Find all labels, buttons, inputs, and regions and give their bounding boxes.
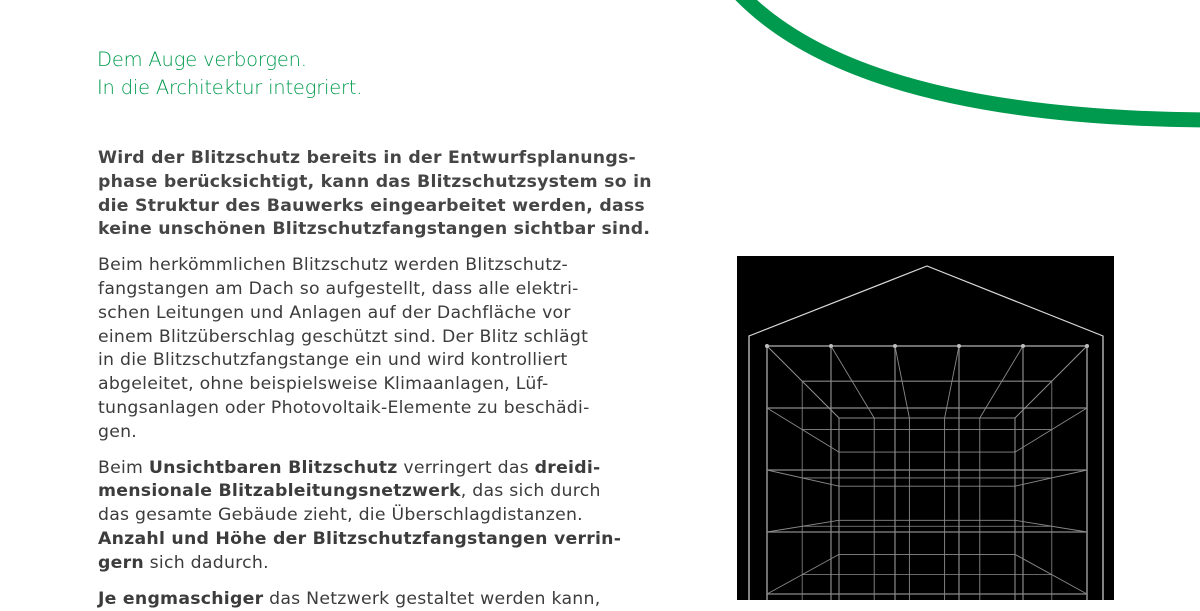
emphasis-line: Anzahl und Höhe der Blitzschutzfangstangen verrin- xyxy=(98,528,622,549)
paragraph-line: einem Blitzüberschlag geschützt sind. Der Blitz schlägt xyxy=(98,326,589,347)
article-body xyxy=(98,147,658,611)
paragraph-line xyxy=(98,588,658,611)
paragraph-line xyxy=(98,480,658,504)
intro-line: Wird der Blitzschutz bereits in der Entwurfsplanungs- xyxy=(98,148,636,168)
paragraph-line xyxy=(98,552,658,576)
paragraph-line: gen. xyxy=(98,421,138,442)
wireframe-line xyxy=(1015,554,1087,594)
paragraph-invisible-protection xyxy=(98,457,658,576)
emphasis: mensionale Blitzableitungsnetzwerk xyxy=(98,481,461,502)
text-run: Beim xyxy=(98,457,149,478)
intro-line: die Struktur des Bauwerks eingearbeitet werden, dass xyxy=(98,195,645,216)
wireframe-line xyxy=(767,408,839,452)
paragraph-line: tungsanlagen oder Photovoltaik-Elemente zu beschädi- xyxy=(98,397,590,418)
paragraph-line: schen Leitungen und Anlagen auf der Dachfläche vor xyxy=(98,302,571,323)
paragraph-line: in die Blitzschutzfangstange ein und wird kontrolliert xyxy=(98,350,568,371)
wireframe-line xyxy=(767,554,839,594)
wireframe-line xyxy=(895,346,909,418)
wireframe-node xyxy=(893,344,897,348)
emphasis: gern xyxy=(98,552,144,573)
paragraph-line: das gesamte Gebäude zieht, die Überschlagdistanzen. xyxy=(98,505,583,526)
building-wireframe-figure xyxy=(737,256,1114,600)
wireframe-node xyxy=(1021,344,1025,348)
paragraph-line: abgeleitet, ohne beispielsweise Klimaanlagen, Lüf- xyxy=(98,374,549,395)
text-run: verringert das xyxy=(397,457,535,478)
wireframe-node xyxy=(765,344,769,348)
intro-paragraph xyxy=(98,147,658,242)
text-run: sich dadurch. xyxy=(143,552,269,573)
wireframe-line xyxy=(1015,408,1087,452)
wireframe-line xyxy=(831,346,874,418)
emphasis: dreidi- xyxy=(534,457,601,478)
wireframe-node xyxy=(957,344,961,348)
paragraph-line: fangstangen am Dach so aufgestellt, dass alle elektri- xyxy=(98,278,579,299)
intro-line: keine unschönen Blitzschutzfangstangen sichtbar sind. xyxy=(98,219,651,240)
wireframe-node xyxy=(829,344,833,348)
intro-line: phase berücksichtigt, kann das Blitzschutzsystem so in xyxy=(98,171,652,192)
paragraph-line: Beim herkömmlichen Blitzschutz werden Blitzschutz- xyxy=(98,255,569,276)
emphasis: Unsichtbaren Blitzschutz xyxy=(148,457,398,478)
headline-line-1: Dem Auge verborgen. xyxy=(97,48,307,71)
wireframe-line xyxy=(767,346,839,418)
paragraph-mesh xyxy=(98,588,658,611)
wireframe-line xyxy=(980,346,1023,418)
building-wireframe-icon xyxy=(737,256,1114,600)
paragraph-line xyxy=(98,457,658,481)
wireframe-line xyxy=(1015,346,1087,418)
text-run: , das sich durch xyxy=(460,481,601,502)
headline xyxy=(97,46,362,102)
paragraph-conventional-protection xyxy=(98,254,658,444)
headline-line-2: In die Architektur integriert. xyxy=(97,76,363,99)
emphasis: Je engmaschiger xyxy=(98,588,264,609)
text-run: das Netzwerk gestaltet werden kann, xyxy=(263,588,601,609)
wireframe-line xyxy=(945,346,959,418)
wireframe-node xyxy=(1085,344,1089,348)
